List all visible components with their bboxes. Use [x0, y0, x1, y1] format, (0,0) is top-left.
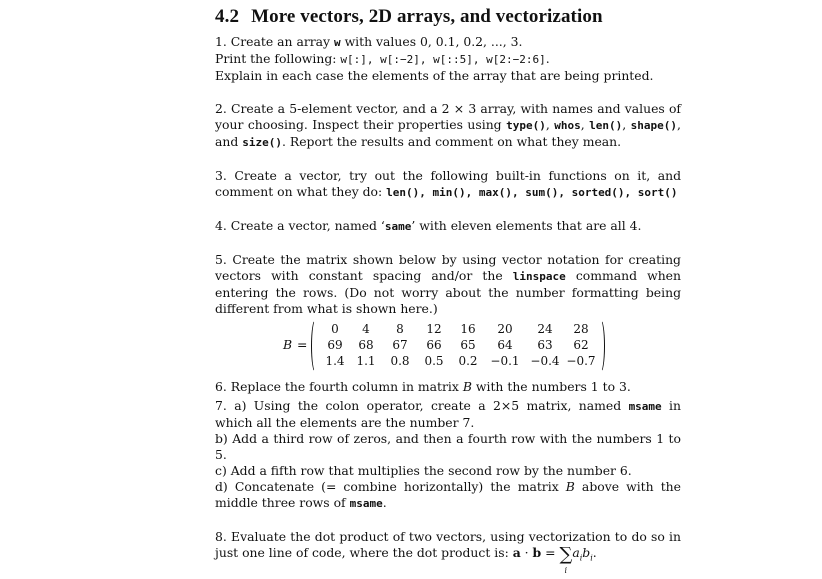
matrix-cell: 69 [327, 338, 343, 352]
matrix-row [321, 353, 597, 369]
vector-b: b [532, 545, 542, 560]
matrix-cell: 1.4 [325, 354, 345, 368]
q7-msame-2: msame [349, 497, 383, 510]
matrix-cell: 4 [362, 322, 370, 336]
question-7 [215, 398, 681, 512]
matrix-cell: 0.2 [458, 354, 478, 368]
q1-line-2: Print the following: w[:], w[:−2], w[::5], w[2:−2:6]. [215, 51, 550, 66]
matrix-cell: 63 [537, 338, 553, 352]
q1-var: w [334, 36, 341, 49]
q7-part-c: c) Add a fifth row that multiplies the second row by the number 6. [215, 463, 632, 478]
exercise-page [215, 6, 682, 575]
q2-func-shape: shape() [630, 119, 678, 132]
matrix-cell: 0 [331, 322, 339, 336]
matrix-cell: 24 [537, 322, 553, 336]
matrix-equals: = [297, 337, 308, 352]
vector-a: a [512, 545, 521, 560]
matrix-cell: 64 [497, 338, 513, 352]
matrix-row [321, 337, 597, 353]
question-6: 6. Replace the fourth column in matrix B with the numbers 1 to 3. [215, 379, 631, 394]
matrix-cell: −0.1 [490, 354, 520, 368]
q2-func-size: size() [242, 136, 282, 149]
matrix-cell: 68 [358, 338, 374, 352]
section-title: More vectors, 2D arrays, and vectorization [251, 6, 603, 27]
matrix-b [215, 319, 681, 377]
matrix-name: B [283, 337, 293, 352]
q5-linspace: linspace [512, 270, 566, 283]
q7-part-d: d) Concatenate (= combine horizontally) the matrix B above with the middle three rows of msame. [215, 479, 681, 510]
matrix-cell: 66 [426, 338, 442, 352]
q7-part-a: 7. a) Using the colon operator, create a 2×5 matrix, named msame in which all the elements are the number 7. [215, 398, 681, 430]
sum-symbol: ∑ [559, 544, 573, 565]
question-1 [215, 34, 681, 84]
matrix-cell: −0.7 [566, 354, 596, 368]
matrix-cell: 67 [392, 338, 408, 352]
matrix-cell: 28 [573, 322, 589, 336]
matrix-cell: 16 [460, 322, 476, 336]
sum-index: i [564, 566, 568, 575]
question-2: 2. Create a 5-element vector, and a 2 × 3 array, with names and values of your choosing. Inspect their properties using type(), whos, len(), shape(), and size(). Report the results and comment on what they mean. [215, 101, 681, 149]
matrix-cell: 12 [426, 322, 442, 336]
right-paren [596, 319, 605, 373]
matrix-cell: 0.8 [390, 354, 410, 368]
matrix-cell: −0.4 [530, 354, 560, 368]
q2-func-len: len() [589, 119, 623, 132]
matrix-cell: 8 [396, 322, 404, 336]
matrix-table [321, 321, 597, 369]
matrix-row [321, 321, 597, 337]
q1-code: w[:], w[:−2], w[::5], w[2:−2:6] [340, 53, 546, 66]
q2-func-whos: whos [554, 119, 581, 132]
q1-line-1: 1. Create an array w with values 0, 0.1, 0.2, ..., 3. [215, 34, 523, 49]
question-5: 5. Create the matrix shown below by using vector notation for creating vectors with constant spacing and/or the linspace command when entering the rows. (Do not worry about the number formatting being different from what is shown here.) [215, 252, 682, 316]
matrix-cell: 1.1 [356, 354, 376, 368]
q4-vector-name: same [384, 220, 412, 233]
matrix-cell: 65 [460, 338, 476, 352]
question-4: 4. Create a vector, named ‘same’ with eleven elements that are all 4. [215, 218, 642, 233]
q2-func-type: type() [506, 119, 546, 132]
question-8: 8. Evaluate the dot product of two vectors, using vectorization to do so in just one line of code, where the dot product is: a · b = ∑ i $a_ib_i$. [215, 529, 681, 566]
matrix-cell: 0.5 [424, 354, 444, 368]
matrix-cell: 62 [573, 338, 589, 352]
question-3: 3. Create a vector, try out the following built-in functions on it, and comment on what they do: len(), min(), max(), sum(), sorted(), sort() [215, 168, 681, 199]
q7-part-b: b) Add a third row of zeros, and then a fourth row with the numbers 1 to 5. [215, 431, 681, 462]
section-number: 4.2 [215, 6, 240, 27]
section-heading [215, 6, 681, 28]
left-paren [311, 319, 320, 373]
q3-functions: len(), min(), max(), sum(), sorted(), sort() [386, 186, 678, 199]
matrix-cell: 20 [497, 322, 513, 336]
q7-msame: msame [628, 400, 662, 413]
q1-line-3: Explain in each case the elements of the array that are being printed. [215, 68, 654, 83]
